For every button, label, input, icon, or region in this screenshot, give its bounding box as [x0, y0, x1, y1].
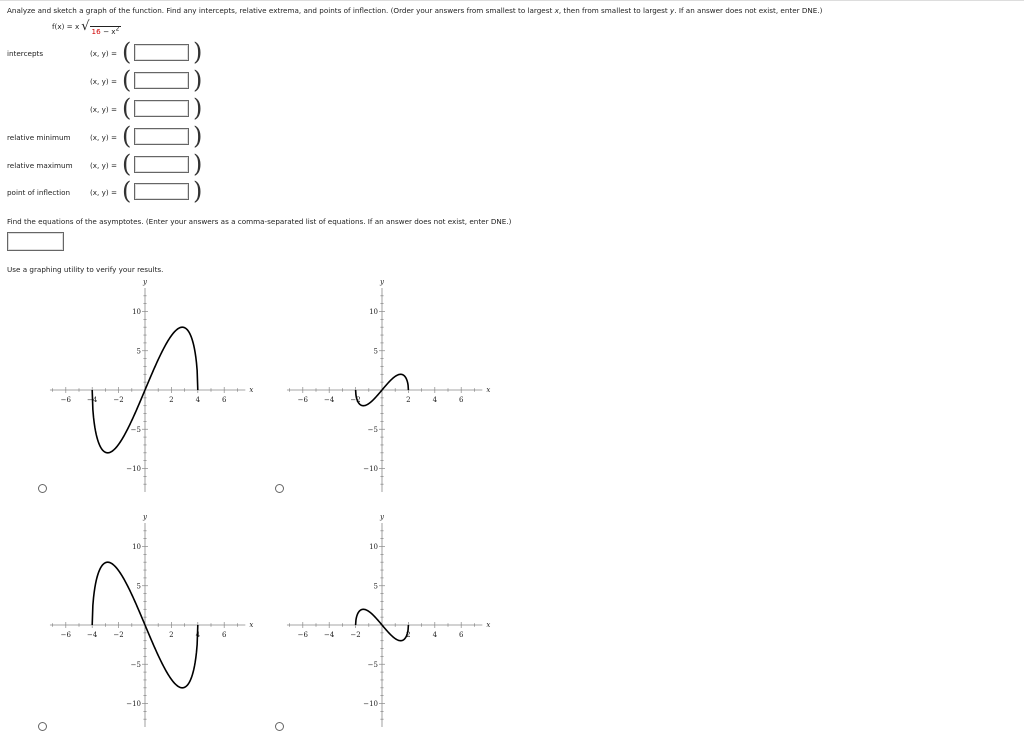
row-label: intercepts [7, 49, 44, 58]
x-tick-label: −2 [113, 396, 124, 404]
x-tick-label: −2 [350, 631, 361, 639]
graph-option-d [277, 512, 497, 730]
sqrt-symbol: √ [81, 19, 90, 34]
y-tick-label: −5 [367, 425, 378, 434]
instructions-text: Analyze and sketch a graph of the function. Find any intercepts, relative extrema, and points of inflection. (Order your answers from smallest to largest x, then from smallest to largest y. If an answer does not exist, enter DNE.) [7, 6, 823, 15]
x-tick-label: −6 [60, 631, 71, 639]
graph-c-radio[interactable] [38, 722, 47, 731]
close-paren: ) [193, 66, 203, 94]
intercept-input-2[interactable] [134, 72, 189, 89]
point-of-inflection-input[interactable] [134, 183, 189, 200]
x-axis-label: x [486, 621, 491, 629]
x-tick-label: 6 [458, 631, 464, 639]
x-tick-label: 4 [195, 631, 201, 639]
x-tick-label: 6 [458, 396, 464, 404]
open-paren: ( [122, 38, 132, 66]
x-tick-label: −2 [350, 396, 361, 404]
y-tick-label: −10 [126, 700, 141, 708]
y-axis-label: y [380, 277, 384, 286]
x-axis-label: x [486, 386, 491, 394]
y-tick-label: 5 [373, 582, 378, 591]
graph-option-a [40, 277, 260, 495]
asymptotes-input[interactable] [7, 232, 64, 251]
answer-row [0, 122, 300, 150]
intercept-input-3[interactable] [134, 100, 189, 117]
x-tick-label: −4 [324, 631, 335, 639]
function-expression: f(x) = x √ $16 - x^2$ [52, 19, 120, 36]
row-label: point of inflection [7, 188, 71, 197]
y-tick-label: −5 [130, 660, 141, 669]
y-axis-label: y [143, 277, 147, 286]
answer-row [0, 38, 300, 66]
x-tick-label: −4 [87, 396, 98, 404]
y-tick-label: 5 [136, 347, 141, 356]
close-paren: ) [193, 150, 203, 178]
x-tick-label: 4 [432, 631, 438, 639]
x-tick-label: 2 [406, 631, 411, 639]
x-axis-label: x [249, 621, 254, 629]
x-axis-label: x [249, 386, 254, 394]
xy-label: (x, y) = [90, 49, 117, 58]
x-tick-label: 2 [406, 396, 411, 404]
y-tick-label: −10 [363, 700, 378, 708]
graph-option-b [277, 277, 497, 495]
x-tick-label: 4 [195, 396, 201, 404]
graph-a-radio[interactable] [38, 484, 47, 493]
x-tick-label: −4 [324, 396, 335, 404]
y-tick-label: −10 [126, 465, 141, 473]
y-axis-label: y [380, 512, 384, 521]
close-paren: ) [193, 177, 203, 205]
y-tick-label: −10 [363, 465, 378, 473]
y-tick-label: 5 [136, 582, 141, 591]
x-tick-label: −6 [60, 396, 71, 404]
graph-d-radio[interactable] [275, 722, 284, 731]
x-tick-label: −2 [113, 631, 124, 639]
graph-b-radio[interactable] [275, 484, 284, 493]
y-tick-label: −5 [367, 660, 378, 669]
x-tick-label: 4 [432, 396, 438, 404]
xy-label: (x, y) = [90, 161, 117, 170]
answer-row [0, 94, 300, 122]
x-tick-label: 6 [221, 396, 227, 404]
x-tick-label: 2 [169, 631, 174, 639]
open-paren: ( [122, 122, 132, 150]
graph-option-c [40, 512, 260, 730]
relative-minimum-input[interactable] [134, 128, 189, 145]
open-paren: ( [122, 94, 132, 122]
intercept-input-1[interactable] [134, 44, 189, 61]
close-paren: ) [193, 38, 203, 66]
y-tick-label: −5 [130, 425, 141, 434]
open-paren: ( [122, 66, 132, 94]
y-axis-label: y [143, 512, 147, 521]
answer-row [0, 177, 300, 205]
row-label: relative minimum [7, 133, 71, 142]
xy-label: (x, y) = [90, 77, 117, 86]
y-tick-label: 10 [369, 308, 378, 316]
x-tick-label: −6 [297, 396, 308, 404]
x-tick-label: −4 [87, 631, 98, 639]
relative-maximum-input[interactable] [134, 156, 189, 173]
answer-row [0, 66, 300, 94]
y-tick-label: 10 [132, 308, 141, 316]
verify-text: Use a graphing utility to verify your results. [7, 265, 164, 274]
open-paren: ( [122, 150, 132, 178]
row-label: relative maximum [7, 161, 73, 170]
x-tick-label: −6 [297, 631, 308, 639]
answer-row [0, 150, 300, 178]
y-tick-label: 5 [373, 347, 378, 356]
close-paren: ) [193, 94, 203, 122]
close-paren: ) [193, 122, 203, 150]
y-tick-label: 10 [132, 543, 141, 551]
xy-label: (x, y) = [90, 133, 117, 142]
xy-label: (x, y) = [90, 188, 117, 197]
x-tick-label: 2 [169, 396, 174, 404]
y-tick-label: 10 [369, 543, 378, 551]
xy-label: (x, y) = [90, 105, 117, 114]
open-paren: ( [122, 177, 132, 205]
asymptotes-prompt: Find the equations of the asymptotes. (Enter your answers as a comma-separated list of equations. If an answer does not exist, enter DNE.) [7, 217, 512, 226]
x-tick-label: 6 [221, 631, 227, 639]
